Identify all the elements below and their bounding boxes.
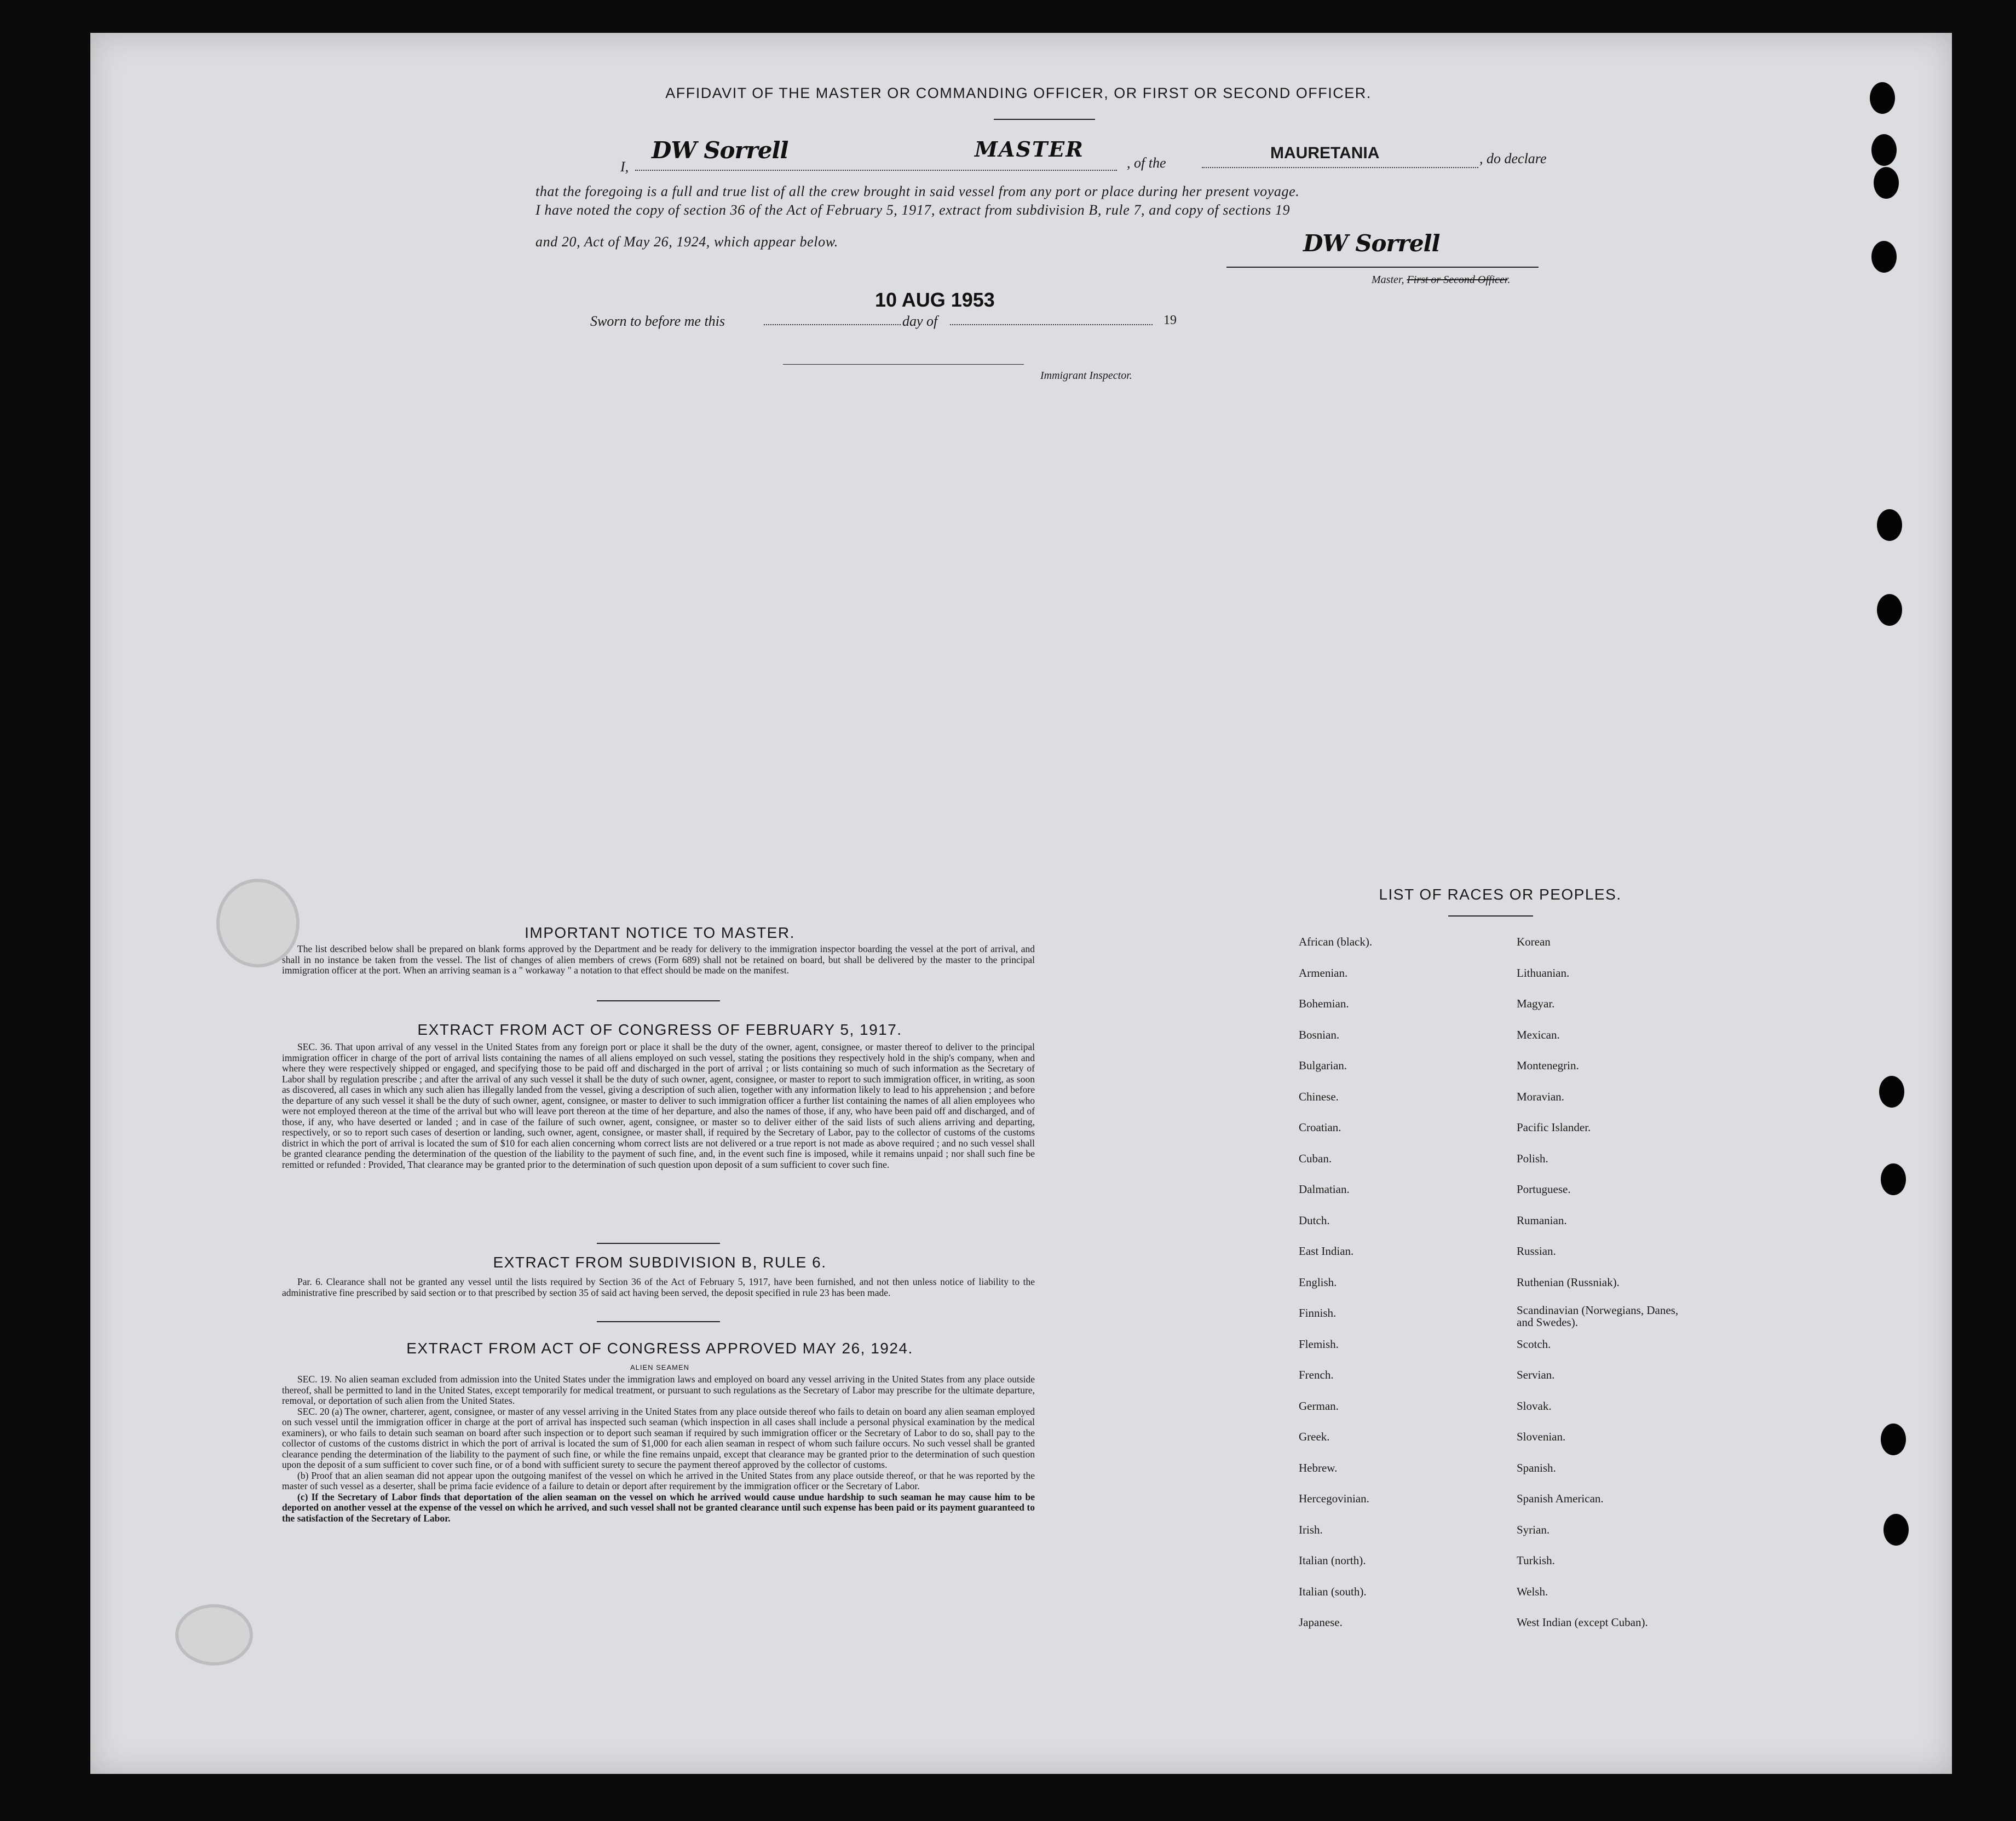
master-label: Master, (1372, 274, 1404, 286)
race-item-left: Italian (south). (1299, 1584, 1367, 1598)
races-title: LIST OF RACES OR PEOPLES. (1379, 886, 1622, 903)
race-item-left: Croatian. (1299, 1121, 1341, 1134)
race-item-right: Polish. (1517, 1151, 1548, 1165)
alien-seamen-subtitle: ALIEN SEAMEN (630, 1363, 690, 1371)
affidavit-title: AFFIDAVIT OF THE MASTER OR COMMANDING OFFICER, OR FIRST OR SECOND OFFICER. (665, 85, 1372, 101)
race-item-right: Scandinavian (Norwegians, Danes, and Swedes). (1517, 1304, 1679, 1329)
race-item-left: Greek. (1299, 1430, 1330, 1443)
race-item-right: Rumanian. (1517, 1213, 1567, 1227)
punch-hole (1874, 167, 1899, 199)
race-item-right: Mexican. (1517, 1028, 1560, 1041)
race-item-right: Montenegrin. (1517, 1059, 1579, 1072)
race-item-right: West Indian (except Cuban). (1517, 1616, 1648, 1629)
race-item-right: Portuguese. (1517, 1183, 1571, 1196)
race-item-right: Slovak. (1517, 1399, 1552, 1413)
do-declare-label: , do declare (1479, 151, 1547, 166)
inspector-line (783, 364, 1024, 365)
signature-line (1226, 267, 1539, 268)
year-prefix: 19 (1163, 313, 1177, 327)
subdivision-divider (597, 1321, 720, 1322)
sworn-month-line (950, 324, 1153, 325)
notice-divider (597, 1000, 720, 1001)
extract-1924-body (282, 1374, 1035, 1524)
race-item-right: Slovenian. (1517, 1430, 1566, 1443)
notice-title: IMPORTANT NOTICE TO MASTER. (525, 924, 795, 941)
race-item-right: Syrian. (1517, 1523, 1550, 1536)
of-the-label: , of the (1127, 155, 1166, 171)
name-line (635, 170, 1117, 171)
extract-1917-text: SEC. 36. That upon arrival of any vessel in the United States from any foreign port or place it shall be the duty of the owner, agent, consignee, or master thereof to deliver to the principal immigration officer in charge of the port of arrival lists containing the names of all aliens employed on such vessel, stating the positions they respectively hold in the ship's company, when and where they were respectively shipped or engaged, and specifying those to be paid off and discharged in the port of arrival ; or lists containing so much of such information as the Secretary of Labor shall by regulation prescribe ; and after the arrival of any such vessel it shall be the duty of such owner, agent, consignee, or master to report to such immigration officer, in writing, as soon as discovered, all cases in which any such alien has illegally landed from the vessel, giving a description of such alien, together with any information likely to lead to his apprehension ; and before the departure of any such vessel it shall be the duty of such owner, agent, consignee, or master to deliver to such immigration officer a further list containing the names of all alien employees who were not employed thereon at the time of the arrival but who will leave port thereon at the time of her departure, and also the names of those, if any, who have been paid off and discharged, and of those, if any, who have deserted or landed ; and in case of the failure of such owner, agent, consignee, or master so to deliver either of the said lists of such aliens arriving and departing, respectively, or so to report such cases of desertion or landing, such owner, agent, consignee, or master shall, if required by the Secretary of Labor, pay to the collector of customs of the customs district in which the port of arrival is located the sum of $10 for each alien concerning whom correct lists are not delivered or a true report is not made as above required ; and no such vessel shall be granted clearance pending the determination of the question of the liability to the payment of such fine, and, in the event such fine is imposed, while it remains unpaid ; nor shall such fine be remitted or refunded : Provided, That clearance may be granted prior to the determination of such question upon deposit of a sum sufficient to cover such fine. (282, 1041, 1035, 1170)
i-label: I, (620, 159, 629, 175)
race-item-left: Hebrew. (1299, 1461, 1338, 1474)
faded-stamp (175, 1604, 253, 1666)
master-trailing: . (1507, 274, 1511, 286)
race-item-left: German. (1299, 1399, 1339, 1413)
race-item-left: Italian (north). (1299, 1554, 1366, 1567)
race-item-left: Flemish. (1299, 1337, 1339, 1351)
date-stamp: 10 AUG 1953 (875, 289, 995, 311)
struck-officer-label: First or Second Officer (1407, 274, 1508, 286)
race-item-left: Hercegovinian. (1299, 1492, 1369, 1505)
race-item-left: Irish. (1299, 1523, 1323, 1536)
inspector-label: Immigrant Inspector. (1040, 370, 1132, 382)
race-item-right: Welsh. (1517, 1584, 1548, 1598)
sworn-label: Sworn to before me this (590, 313, 725, 329)
race-item-left: Armenian. (1299, 966, 1348, 979)
extract-1924-title: EXTRACT FROM ACT OF CONGRESS APPROVED MAY 26, 1924. (406, 1340, 913, 1357)
race-item-right: Spanish. (1517, 1461, 1556, 1474)
race-item-left: Finnish. (1299, 1306, 1337, 1319)
section-20a-paragraph: SEC. 20 (a) The owner, charterer, agent, consignee, or master of any vessel arriving in the United States from any place outside thereof who fails to detain on board any alien seaman employed on such vessel until the immigration officer in charge at the port of arrival has inspected such seaman (which inspection in all cases shall include a personal physical examination by the medical examiners), or who fails to detain such seaman on board after such inspection or to deport such seaman if required by such immigration officer or the Secretary of Labor to do so, shall pay to the collector of customs of the customs district in which the port of arrival is located the sum of $1,000 for each alien seaman in respect of whom such failure occurs. No such vessel shall be granted clearance pending the determination of the liability to the payment of such fine, or while the fine remains unpaid, except that clearance may be granted prior to the determination of such question upon the deposit of a sum sufficient to cover such fine, or of a bond with sufficient surety to secure the payment thereof approved by the collector of customs. (282, 1405, 1035, 1470)
race-item-right: Turkish. (1517, 1554, 1555, 1567)
master-title-line (1372, 274, 1510, 286)
master-signature: DW Sorrell (1303, 230, 1440, 257)
section-20c-paragraph: (c) If the Secretary of Labor finds that deportation of the alien seaman on the vessel on which he arrived would cause undue hardship to such seaman he may cause him to be deported on another vessel at the expense of the vessel on which he arrived, and such vessel shall not be granted clearance until such expense has been paid or its payment guaranteed to the satisfaction of the Secretary of Labor. (282, 1491, 1035, 1524)
punch-hole (1881, 1424, 1906, 1455)
section-19-paragraph: SEC. 19. No alien seaman excluded from admission into the United States under the immigration laws and employed on board any vessel arriving in the United States from any place outside thereof, shall be permitted to land in the United States, except temporarily for medical treatment, or pursuant to such regulations as the Secretary of Labor may prescribe for the ultimate departure, removal, or deportation of such alien from the United States. (282, 1374, 1035, 1406)
notice-text: The list described below shall be prepared on blank forms approved by the Department and be ready for delivery to the immigration inspector boarding the vessel at the port of arrival, and shall in no instance be taken from the vessel. The list of changes of alien members of crews (Form 689) shall not be retained on board, but shall be delivered by the master to the principal immigration officer at the port. When an arriving seaman is a " workaway " a notation to that effect should be made on the manifest. (282, 943, 1035, 976)
race-item-left: Bosnian. (1299, 1028, 1340, 1041)
punch-hole (1881, 1163, 1906, 1195)
race-item-left: East Indian. (1299, 1244, 1354, 1258)
race-item-left: African (black). (1299, 935, 1373, 948)
race-item-right: Servian. (1517, 1368, 1555, 1381)
race-item-right: Scotch. (1517, 1337, 1551, 1351)
affidavit-line-3: I have noted the copy of section 36 of the Act of February 5, 1917, extract from subdivision B, rule 7, and copy of sections 19 (535, 202, 1291, 218)
affidavit-line-4: and 20, Act of May 26, 1924, which appear below. (535, 234, 838, 250)
handwritten-rank: MASTER (975, 137, 1084, 162)
race-item-left: Bohemian. (1299, 997, 1349, 1010)
race-item-right: Lithuanian. (1517, 966, 1570, 979)
affidavit-line-2: that the foregoing is a full and true list of all the crew brought in said vessel from any port or place during her present voyage. (535, 183, 1300, 199)
extract-1917-title: EXTRACT FROM ACT OF CONGRESS OF FEBRUARY 5, 1917. (417, 1021, 902, 1038)
race-item-left: Dalmatian. (1299, 1183, 1350, 1196)
vessel-line (1202, 167, 1478, 168)
race-item-right: Ruthenian (Russniak). (1517, 1275, 1620, 1289)
subdivision-text: Par. 6. Clearance shall not be granted any vessel until the lists required by Section 36 of the Act of February 5, 1917, have been furnished, and not then unless notice of liability to the administrative fine prescribed by said section or to that prescribed by section 35 of said act having been served, the deposit specified in rule 23 has been made. (282, 1276, 1035, 1298)
race-item-right: Korean (1517, 935, 1551, 948)
handwritten-signature: DW Sorrell (652, 137, 788, 164)
extract-1917-divider (597, 1243, 720, 1244)
section-20b-paragraph: (b) Proof that an alien seaman did not appear upon the outgoing manifest of the vessel on which he arrived in the United States from any place outside thereof, or that he was reported by the master of such vessel as a deserter, shall be prima facie evidence of a failure to detain or deport after requirement by the immigration officer or the Secretary of Labor. (282, 1470, 1035, 1491)
race-item-left: Dutch. (1299, 1213, 1330, 1227)
title-divider (994, 119, 1095, 120)
races-divider (1448, 915, 1533, 917)
race-item-left: Bulgarian. (1299, 1059, 1347, 1072)
punch-hole (1870, 82, 1895, 114)
vessel-name: MAURETANIA (1270, 144, 1380, 162)
punch-hole (1883, 1514, 1909, 1546)
race-item-right: Magyar. (1517, 997, 1555, 1010)
punch-hole (1877, 509, 1902, 541)
day-of-label: day of (902, 313, 938, 329)
race-item-left: French. (1299, 1368, 1334, 1381)
race-item-left: Chinese. (1299, 1090, 1339, 1103)
punch-hole (1871, 241, 1897, 273)
race-item-right: Pacific Islander. (1517, 1121, 1591, 1134)
race-item-right: Spanish American. (1517, 1492, 1604, 1505)
punch-hole (1879, 1076, 1904, 1108)
race-item-left: English. (1299, 1275, 1337, 1289)
race-item-left: Cuban. (1299, 1151, 1332, 1165)
race-item-right: Moravian. (1517, 1090, 1564, 1103)
race-item-left: Japanese. (1299, 1616, 1343, 1629)
subdivision-title: EXTRACT FROM SUBDIVISION B, RULE 6. (493, 1254, 827, 1271)
punch-hole (1877, 594, 1902, 626)
race-item-right: Russian. (1517, 1244, 1556, 1258)
sworn-day-line (764, 324, 901, 325)
punch-hole (1871, 134, 1897, 166)
